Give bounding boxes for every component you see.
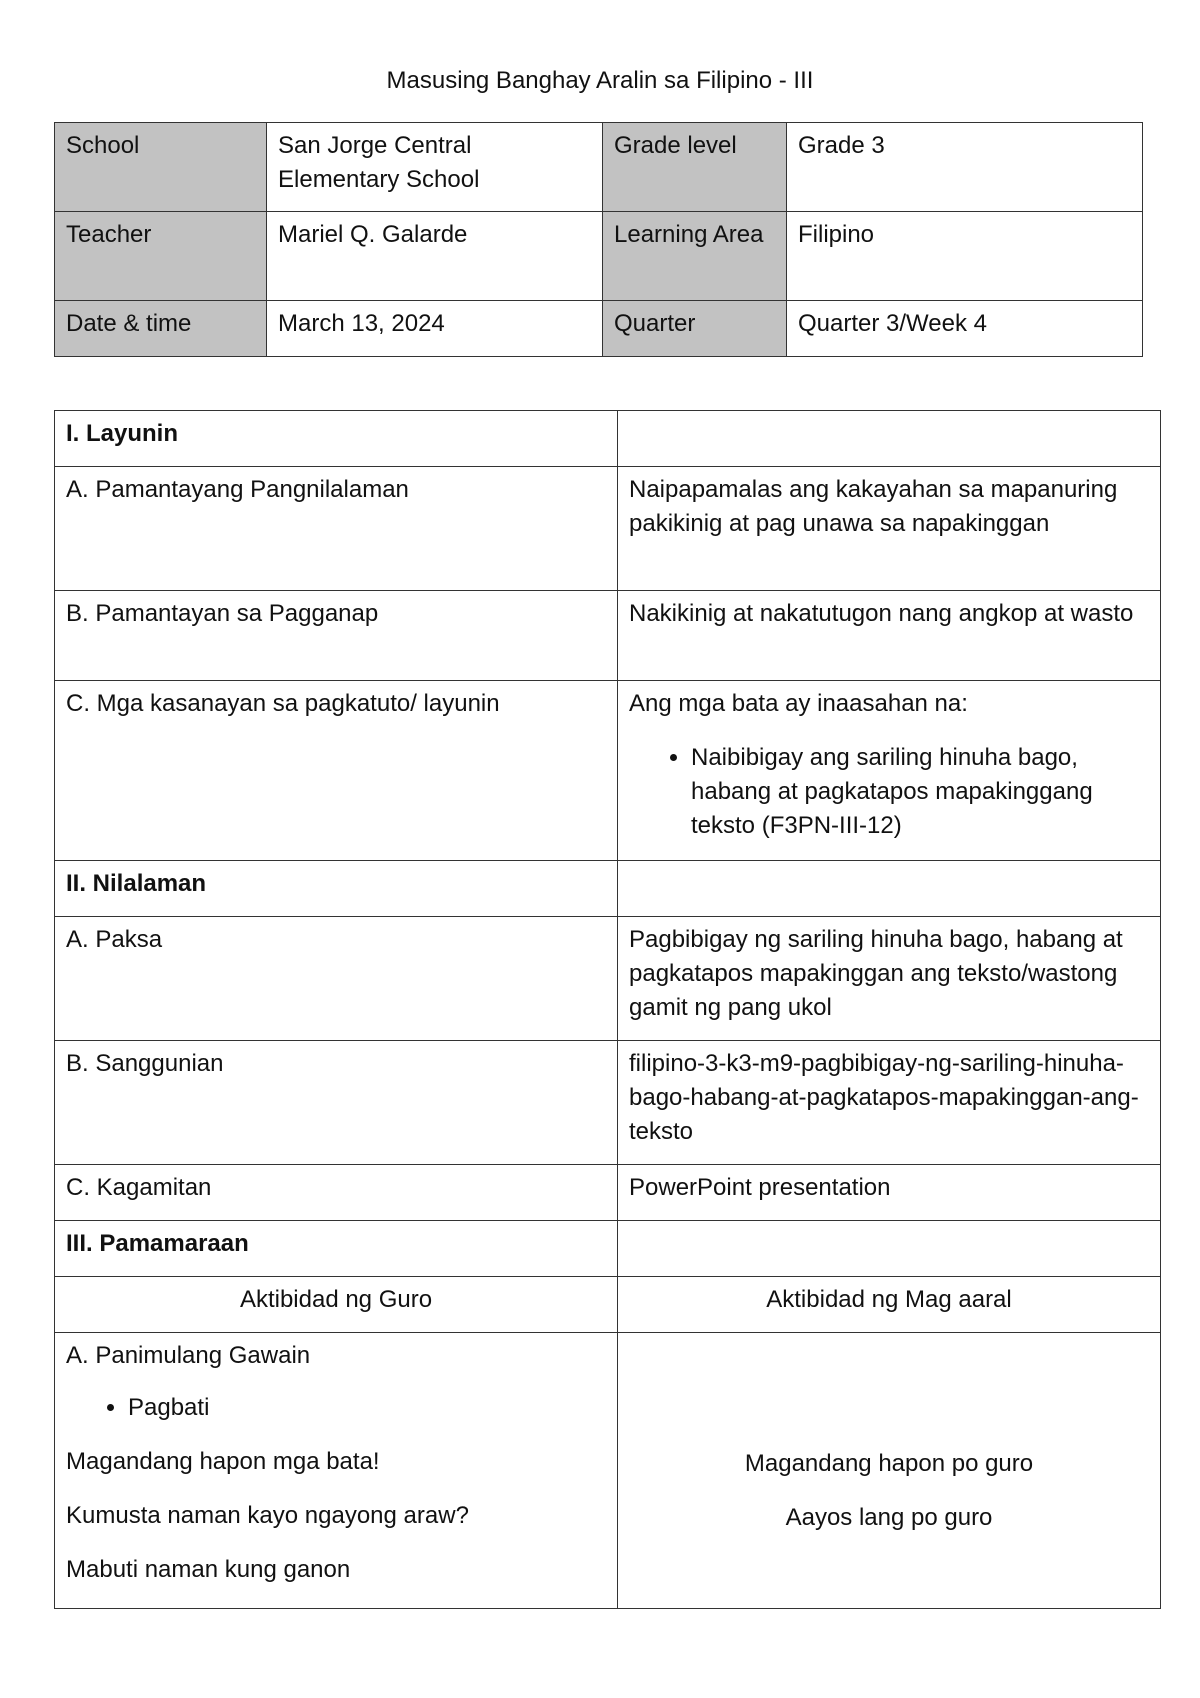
panimulang-gawain-label: A. Panimulang Gawain [66, 1342, 311, 1369]
empty-cell [618, 411, 1161, 467]
info-row-school [55, 123, 1143, 212]
teacher-line-1: Magandang hapon mga bata! [66, 1448, 380, 1475]
info-row-teacher [55, 212, 1143, 301]
row-panimulang-gawain [55, 1333, 1161, 1609]
page-title: Masusing Banghay Aralin sa Filipino - III [386, 67, 814, 94]
kagamitan-value: PowerPoint presentation [618, 1165, 1161, 1221]
row-sanggunian [55, 1041, 1161, 1165]
pamantayan-sa-pagganap-label: B. Pamantayan sa Pagganap [55, 591, 618, 681]
row-kagamitan [55, 1165, 1161, 1221]
teacher-label: Teacher [55, 212, 267, 301]
section-heading-pamamaraan: III. Pamamaraan [55, 1221, 618, 1277]
learning-area-value: Filipino [787, 212, 1143, 301]
row-pamantayan-sa-pagganap [55, 591, 1161, 681]
empty-cell [618, 861, 1161, 917]
section-row-layunin [55, 411, 1161, 467]
section-heading-layunin: I. Layunin [55, 411, 618, 467]
pamantayan-sa-pagganap-value: Nakikinig at nakatutugon nang angkop at wasto [618, 591, 1161, 681]
grade-level-value: Grade 3 [787, 123, 1143, 212]
quarter-label: Quarter [603, 301, 787, 357]
student-line-2: Aayos lang po guro [785, 1504, 993, 1531]
student-activity-header: Aktibidad ng Mag aaral [618, 1277, 1161, 1333]
date-label: Date & time [55, 301, 267, 357]
date-value: March 13, 2024 [267, 301, 603, 357]
row-pamantayang-pangnilalaman [55, 467, 1161, 591]
school-label: School [55, 123, 267, 212]
kasanayan-list [629, 741, 1149, 843]
panimulang-gawain-list [66, 1391, 606, 1425]
section-heading-nilalaman: II. Nilalaman [55, 861, 618, 917]
kagamitan-label: C. Kagamitan [55, 1165, 618, 1221]
teacher-value: Mariel Q. Galarde [267, 212, 603, 301]
pamantayang-pangnilalaman-value: Naipapamalas ang kakayahan sa mapanuring pakikinig at pag unawa sa napakinggan [618, 467, 1161, 591]
pamantayang-pangnilalaman-label: A. Pamantayang Pangnilalaman [55, 467, 618, 591]
info-table [54, 122, 1143, 357]
paksa-value: Pagbibigay ng sariling hinuha bago, habang at pagkatapos mapakinggan ang teksto/wastong gamit ng pang ukol [618, 917, 1161, 1041]
section-row-pamamaraan [55, 1221, 1161, 1277]
teacher-line-3: Mabuti naman kung ganon [66, 1556, 351, 1583]
teacher-activity-header: Aktibidad ng Guro [55, 1277, 618, 1333]
section-row-nilalaman [55, 861, 1161, 917]
row-kasanayan [55, 681, 1161, 861]
pagbati-bullet: • Pagbati [128, 1391, 606, 1425]
sanggunian-label: B. Sanggunian [55, 1041, 618, 1165]
sanggunian-value: filipino-3-k3-m9-pagbibigay-ng-sariling-hinuha-bago-habang-at-pagkatapos-mapakinggan-ang-teksto [618, 1041, 1161, 1165]
teacher-activity-cell [55, 1333, 618, 1609]
kasanayan-label: C. Mga kasanayan sa pagkatuto/ layunin [55, 681, 618, 861]
learning-area-label: Learning Area [603, 212, 787, 301]
grade-level-label: Grade level [603, 123, 787, 212]
activity-header-row [55, 1277, 1161, 1333]
spacer [629, 1339, 1149, 1447]
kasanayan-value [618, 681, 1161, 861]
info-row-date [55, 301, 1143, 357]
kasanayan-intro: Ang mga bata ay inaasahan na: [629, 690, 968, 717]
kasanayan-bullet: • Naibibigay ang sariling hinuha bago, habang at pagkatapos mapakinggang teksto (F3PN-III-12) [691, 741, 1149, 843]
student-activity-cell [618, 1333, 1161, 1609]
teacher-line-2: Kumusta naman kayo ngayong araw? [66, 1502, 469, 1529]
student-line-1: Magandang hapon po guro [744, 1450, 1034, 1477]
lesson-plan-table [54, 410, 1161, 1609]
empty-cell [618, 1221, 1161, 1277]
quarter-value: Quarter 3/Week 4 [787, 301, 1143, 357]
row-paksa [55, 917, 1161, 1041]
school-value: San Jorge Central Elementary School [267, 123, 603, 212]
paksa-label: A. Paksa [55, 917, 618, 1041]
